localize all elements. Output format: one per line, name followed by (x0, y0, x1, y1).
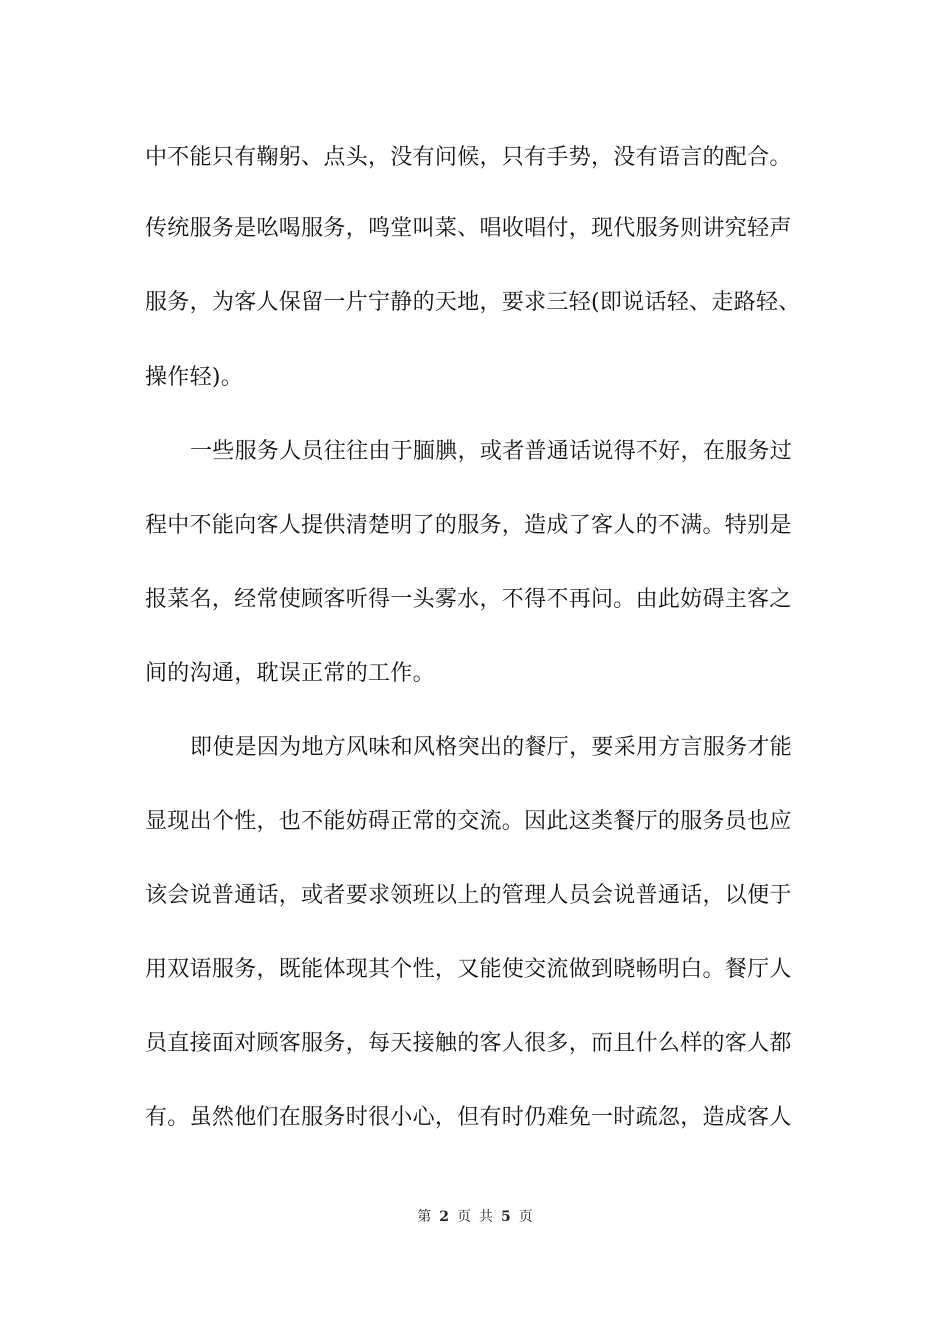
text-line: 传统服务是吆喝服务，鸣堂叫菜、唱收唱付，现代服务则讲究轻声 (145, 216, 792, 241)
paragraph-start-line: 一些服务人员往往由于腼腆，或者普通话说得不好，在服务过 (190, 439, 793, 464)
text-line: 该会说普通话，或者要求领班以上的管理人员会说普通话，以便于 (145, 883, 792, 908)
footer-page-word: 页 (457, 1209, 471, 1225)
text-line: 中不能只有鞠躬、点头，没有问候，只有手势，没有语言的配合。 (145, 145, 792, 170)
text-line: 显现出个性，也不能妨碍正常的交流。因此这类餐厅的服务员也应 (145, 809, 792, 834)
text-line: 服务，为客人保留一片宁静的天地，要求三轻(即说话轻、走路轻、 (145, 290, 801, 315)
total-pages-number: 5 (501, 1209, 511, 1225)
text-line: 员直接面对顾客服务，每天接触的客人很多，而且什么样的客人都 (145, 1031, 792, 1056)
footer-total-word: 共 (479, 1209, 493, 1225)
current-page-number: 2 (439, 1209, 449, 1225)
page-footer (0, 1207, 950, 1227)
text-line: 报菜名，经常使顾客听得一头雾水，不得不再问。由此妨碍主客之 (145, 587, 792, 612)
text-line: 用双语服务，既能体现其个性，又能使交流做到晓畅明白。餐厅人 (145, 957, 792, 982)
footer-prefix: 第 (417, 1209, 432, 1225)
text-line: 有。虽然他们在服务时很小心，但有时仍难免一时疏忽，造成客人 (145, 1105, 792, 1130)
text-line: 间的沟通，耽误正常的工作。 (145, 661, 435, 686)
text-line: 操作轻)。 (145, 365, 244, 390)
paragraph-start-line: 即使是因为地方风味和风格突出的餐厅，要采用方言服务才能 (190, 735, 793, 760)
text-line: 程中不能向客人提供清楚明了的服务，造成了客人的不满。特别是 (145, 513, 792, 538)
footer-suffix: 页 (518, 1209, 533, 1225)
